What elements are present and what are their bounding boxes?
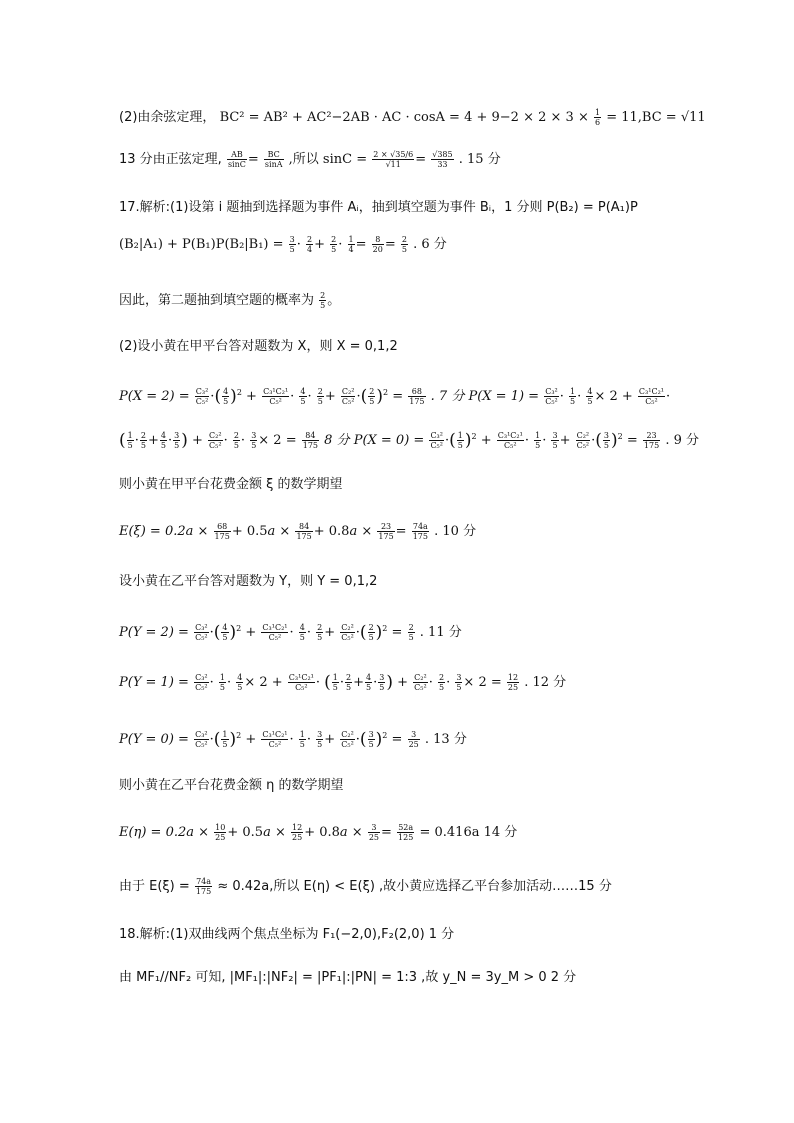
text: 18.解析:(1)双曲线两个焦点坐标为 F₁(−2,0),F₂(2,0) 1 分 <box>119 927 455 942</box>
text: 13 分由正弦定理, <box>119 152 222 167</box>
fraction: $\frac{2}{5}$ <box>331 235 337 254</box>
px1-px0-line: ( $\frac{1}{5}$ · $\frac{2}{5}$ + $\frac{4}{5}$ · $\frac{3}{5}$ ) + $\frac{\text{C₂²}}{\text{C₅²}}$ · $\frac{2}{5}$ · $\frac{3}{5}$ × 2 = $\frac{84}{175}$ 8 分 P(X = 0) = $\frac{\text{C₃²}}{\text{C₅²}}$ ·( $\frac{1}{5}$ )$^2$ + $\frac{\text{C₃¹C₂¹}}{\text{C₅²}}$ · $\frac{1}{5}$ · $\frac{3}{5}$ + $\frac{\text{C₂²}}{\text{C₅²}}$ ·( $\frac{3}{5}$ )$^2$ = $\frac{23}{175}$ . 9 分 <box>119 430 700 451</box>
expectation-a-heading <box>119 476 343 494</box>
fraction: $\frac{1}{5}$ <box>535 431 541 450</box>
fraction: $\frac{74a}{175}$ <box>195 877 212 896</box>
fraction: $\frac{3}{5}$ <box>368 730 374 749</box>
math: . 11 分 <box>419 625 462 640</box>
fraction: $\frac{23}{175}$ <box>378 522 394 541</box>
fraction: $\frac{3}{5}$ <box>289 235 295 254</box>
fraction: $\frac{2}{5}$ <box>140 431 146 450</box>
fraction: $\frac{2}{5}$ <box>317 623 323 642</box>
fraction: $\frac{4}{5}$ <box>160 431 166 450</box>
math: BC² = AB² + AC²−2AB · AC · cosA = 4 + 9−2 × 2 × 3 × <box>219 110 589 125</box>
py2-line: P(Y = 2) = $\frac{\text{C₃²}}{\text{C₅²}}$ ·( $\frac{4}{5}$ )$^2$ + $\frac{\text{C₃¹C₂¹}}{\text{C₅²}}$ · $\frac{4}{5}$ · $\frac{2}{5}$ + $\frac{\text{C₂²}}{\text{C₅²}}$ ·( $\frac{2}{5}$ )$^2$ = $\frac{2}{5}$ . 11 分 <box>119 622 462 643</box>
fraction: $\frac{74a}{175}$ <box>412 522 428 541</box>
fraction: $\frac{\text{C₂²}}{\text{C₅²}}$ <box>209 431 222 450</box>
fraction: $\frac{4}{5}$ <box>237 673 243 692</box>
platform-b-line <box>119 573 377 591</box>
text: 由于 E(ξ) = <box>119 879 190 894</box>
fraction: $\frac{\text{C₃²}}{\text{C₅²}}$ <box>195 387 209 406</box>
fraction: $\frac{2}{5}$ <box>369 387 375 406</box>
math: P(Y = 2) = <box>119 625 189 640</box>
py0-line: P(Y = 0) = $\frac{\text{C₃²}}{\text{C₅²}}$ ·( $\frac{1}{5}$ )$^2$ + $\frac{\text{C₃¹C₂¹}}{\text{C₅²}}$ · $\frac{1}{5}$ · $\frac{3}{5}$ + $\frac{\text{C₂²}}{\text{C₅²}}$ ·( $\frac{3}{5}$ )$^2$ = $\frac{3}{25}$ . 13 分 <box>119 729 467 750</box>
text: 由 MF₁//NF₂ 可知, |MF₁|:|NF₂| = |PF₁|:|PN| = 1:3 ,故 y_N = 3y_M > 0 2 分 <box>119 970 577 985</box>
expectation-a-line: E(ξ) = 0.2a × $\frac{68}{175}$ + 0.5a × $\frac{84}{175}$ + 0.8a × $\frac{23}{175}$ = $\frac{74a}{175}$ . 10 分 <box>119 522 477 541</box>
text: 17.解析:(1)设第 i 题抽到选择题为事件 Aᵢ，抽到填空题为事件 Bᵢ，1 分则 P(B₂) = P(A₁)P <box>119 200 638 215</box>
comparison-line <box>119 877 612 896</box>
fraction: $\frac{4}{5}$ <box>222 623 228 642</box>
fraction: $\frac{√385}{33}$ <box>432 150 453 169</box>
fraction: $\frac{1}{5}$ <box>457 431 463 450</box>
fraction: $\frac{\text{C₃²}}{\text{C₅²}}$ <box>195 730 208 749</box>
sine-law-line: 13 分由正弦定理, $\frac{AB}{\sin C}$ = $\frac{BC}{\sin A}$ ,所以 sinC = $\frac{2 \times √35/6}{√11}$ = $\frac{√385}{33}$ . 15 分 <box>119 150 501 169</box>
fraction: $\frac{3}{5}$ <box>552 431 558 450</box>
fraction: $\frac{\text{C₃²}}{\text{C₅²}}$ <box>430 431 443 450</box>
fraction: $\frac{3}{5}$ <box>251 431 257 450</box>
fraction: $\frac{\text{C₃¹C₂¹}}{\text{C₅²}}$ <box>263 387 289 406</box>
fraction: $\frac{4}{5}$ <box>223 387 229 406</box>
math: P(X = 2) = <box>119 389 190 404</box>
fraction: $\frac{\text{C₃²}}{\text{C₅²}}$ <box>545 387 558 406</box>
fraction: $\frac{1}{6}$ <box>594 108 601 127</box>
math: P(Y = 0) = <box>119 732 189 747</box>
conclusion-line: 因此，第二题抽到填空题的概率为 $\frac{2}{5}$ 。 <box>119 291 341 310</box>
fraction: $\frac{2}{5}$ <box>317 387 323 406</box>
text: 因此，第二题抽到填空题的概率为 <box>119 293 315 308</box>
fraction: $\frac{\text{C₃²}}{\text{C₅²}}$ <box>195 673 208 692</box>
py1-line: P(Y = 1) = $\frac{\text{C₃²}}{\text{C₅²}}$ · $\frac{1}{5}$ · $\frac{4}{5}$ × 2 + $\frac{\text{C₃¹C₂¹}}{\text{C₅²}}$ · ( $\frac{1}{5}$ · $\frac{2}{5}$ + $\frac{4}{5}$ · $\frac{3}{5}$ ) + $\frac{\text{C₂²}}{\text{C₅²}}$ · $\frac{2}{5}$ · $\frac{3}{5}$ × 2 = $\frac{12}{25}$ . 12 分 <box>119 672 567 693</box>
fraction: $\frac{12}{25}$ <box>292 823 303 842</box>
fraction: $\frac{2}{5}$ <box>438 673 445 692</box>
q18-intro-line <box>119 926 454 944</box>
q17-intro-line <box>119 199 638 217</box>
text: 则小黄在乙平台花费金额 η 的数学期望 <box>119 778 344 793</box>
fraction: $\frac{4}{5}$ <box>299 623 305 642</box>
cosine-law-line <box>119 108 706 127</box>
fraction: $\frac{2}{4}$ <box>307 235 313 254</box>
fraction: $\frac{68}{175}$ <box>409 387 425 406</box>
fraction: $\frac{4}{5}$ <box>366 673 372 692</box>
math: . 7 分 P(X = 1) = <box>430 389 540 404</box>
platform-a-line <box>119 338 398 356</box>
fraction: $\frac{AB}{\sin C}$ <box>227 150 246 169</box>
text: (2)由余弦定理， <box>119 110 216 125</box>
math: P(Y = 1) = <box>119 675 189 690</box>
px2-line: P(X = 2) = $\frac{\text{C₃²}}{\text{C₅²}}$ ·( $\frac{4}{5}$ )$^2$ + $\frac{\text{C₃¹C₂¹}}{\text{C₅²}}$ · $\frac{4}{5}$ · $\frac{2}{5}$ + $\frac{\text{C₂²}}{\text{C₅²}}$ ·( $\frac{2}{5}$ )$^2$ = $\frac{68}{175}$ . 7 分 P(X = 1) = $\frac{\text{C₃²}}{\text{C₅²}}$ · $\frac{1}{5}$ · $\frac{4}{5}$ × 2 + $\frac{\text{C₃¹C₂¹}}{\text{C₅²}}$ · <box>119 386 671 407</box>
fraction: $\frac{\text{C₂²}}{\text{C₅²}}$ <box>341 730 354 749</box>
fraction: $\frac{BC}{\sin A}$ <box>264 150 283 169</box>
fraction: $\frac{52a}{125}$ <box>398 823 414 842</box>
fraction: $\frac{2}{5}$ <box>320 291 326 310</box>
fraction: $\frac{3}{5}$ <box>174 431 180 450</box>
fraction: $\frac{12}{25}$ <box>507 673 519 692</box>
fraction: $\frac{2}{5}$ <box>368 623 374 642</box>
fraction: $\frac{10}{25}$ <box>215 823 226 842</box>
math: 8 分 P(X = 0) = <box>324 433 425 448</box>
math: . 6 分 <box>413 237 447 252</box>
fraction: $\frac{\text{C₃¹C₂¹}}{\text{C₅²}}$ <box>262 623 288 642</box>
fraction: $\frac{\text{C₃¹C₂¹}}{\text{C₅²}}$ <box>638 387 664 406</box>
math: = 11,BC = √11 <box>606 110 706 125</box>
fraction: $\frac{2}{5}$ <box>401 235 407 254</box>
math: (B₂|A₁) + P(B₁)P(B₂|B₁) = <box>119 237 284 252</box>
fraction: $\frac{3}{5}$ <box>456 673 462 692</box>
math: = 0.416a 14 分 <box>419 825 518 840</box>
fraction: $\frac{2}{5}$ <box>233 431 239 450</box>
expectation-b-heading <box>119 777 344 795</box>
fraction: $\frac{\text{C₃¹C₂¹}}{\text{C₅²}}$ <box>497 431 523 450</box>
math: E(η) = 0.2a × <box>119 825 210 840</box>
math: . 15 分 <box>458 152 501 167</box>
fraction: $\frac{84}{175}$ <box>296 522 312 541</box>
fraction: $\frac{1}{5}$ <box>127 431 133 450</box>
math: E(ξ) = 0.2a × <box>119 524 209 539</box>
fraction: $\frac{3}{25}$ <box>408 730 419 749</box>
q17-prob-line: (B₂|A₁) + P(B₁)P(B₂|B₁) = $\frac{3}{5}$ · $\frac{2}{4}$ + $\frac{2}{5}$ · $\frac{1}{4}$ = $\frac{8}{20}$ = $\frac{2}{5}$ . 6 分 <box>119 235 447 254</box>
text: 则小黄在甲平台花费金额 ξ 的数学期望 <box>119 477 343 492</box>
fraction: $\frac{8}{20}$ <box>372 235 383 254</box>
fraction: $\frac{1}{5}$ <box>332 673 338 692</box>
fraction: $\frac{3}{5}$ <box>379 673 385 692</box>
fraction: $\frac{\text{C₂²}}{\text{C₅²}}$ <box>341 387 355 406</box>
fraction: $\frac{4}{5}$ <box>587 387 593 406</box>
fraction: $\frac{1}{5}$ <box>570 387 576 406</box>
fraction: $\frac{\text{C₂²}}{\text{C₅²}}$ <box>341 623 354 642</box>
fraction: $\frac{1}{5}$ <box>299 730 305 749</box>
math: . 12 分 <box>524 675 567 690</box>
fraction: $\frac{3}{5}$ <box>317 730 323 749</box>
fraction: $\frac{1}{4}$ <box>348 235 354 254</box>
text: ≈ 0.42a,所以 E(η) < E(ξ) ,故小黄应选择乙平台参加活动……15 分 <box>217 879 612 894</box>
fraction: $\frac{84}{175}$ <box>302 431 319 450</box>
fraction: $\frac{3}{25}$ <box>368 823 380 842</box>
fraction: $\frac{2}{5}$ <box>408 623 414 642</box>
fraction: $\frac{2 \times √35/6}{√11}$ <box>373 150 414 169</box>
math: ,所以 sinC = <box>288 152 368 167</box>
q18-ratio-line <box>119 969 576 987</box>
text: (2)设小黄在甲平台答对题数为 X，则 X = 0,1,2 <box>119 339 398 354</box>
fraction: $\frac{1}{5}$ <box>219 673 225 692</box>
fraction: $\frac{\text{C₂²}}{\text{C₅²}}$ <box>576 431 590 450</box>
fraction: $\frac{3}{5}$ <box>603 431 610 450</box>
math: . 9 分 <box>665 433 700 448</box>
expectation-b-line: E(η) = 0.2a × $\frac{10}{25}$ + 0.5a × $\frac{12}{25}$ + 0.8a × $\frac{3}{25}$ = $\frac{52a}{125}$ = 0.416a 14 分 <box>119 823 518 842</box>
fraction: $\frac{\text{C₃¹C₂¹}}{\text{C₅²}}$ <box>288 673 314 692</box>
fraction: $\frac{1}{5}$ <box>222 730 228 749</box>
fraction: $\frac{4}{5}$ <box>300 387 306 406</box>
fraction: $\frac{2}{5}$ <box>346 673 352 692</box>
math: . 10 分 <box>434 524 477 539</box>
math: . 13 分 <box>424 732 467 747</box>
text: 设小黄在乙平台答对题数为 Y，则 Y = 0,1,2 <box>119 574 378 589</box>
fraction: $\frac{68}{175}$ <box>214 522 230 541</box>
fraction: $\frac{\text{C₃¹C₂¹}}{\text{C₅²}}$ <box>262 730 288 749</box>
fraction: $\frac{23}{175}$ <box>643 431 660 450</box>
fraction: $\frac{\text{C₃²}}{\text{C₅²}}$ <box>195 623 208 642</box>
fraction: $\frac{\text{C₂²}}{\text{C₅²}}$ <box>414 673 427 692</box>
